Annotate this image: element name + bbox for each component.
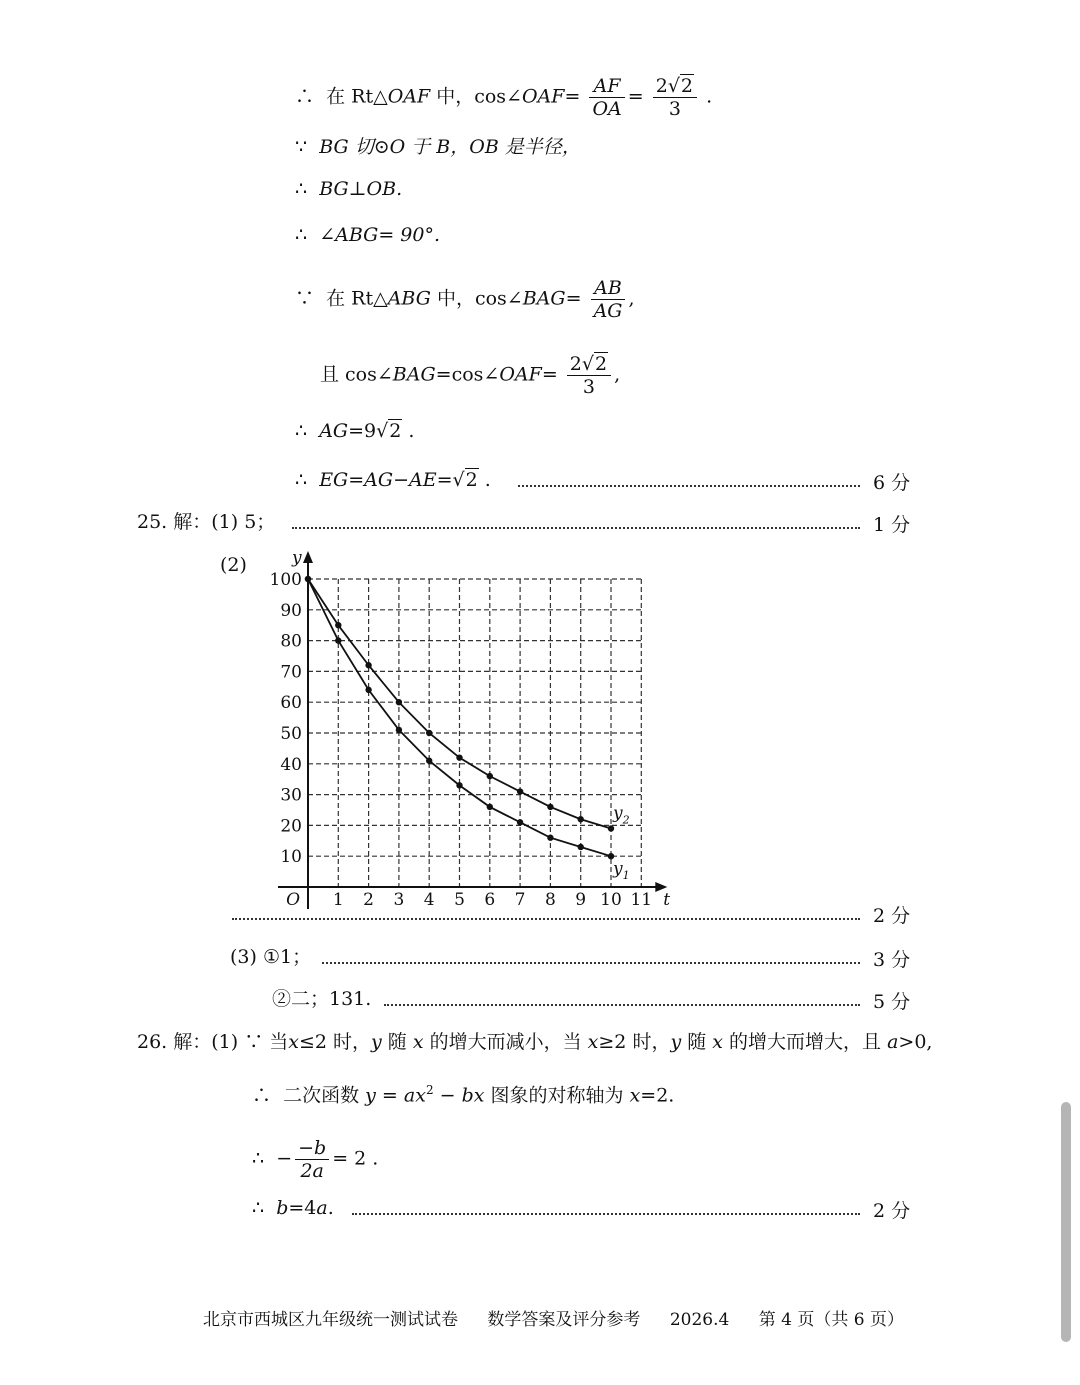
data-point-y2 [456, 754, 462, 760]
q24-line-5: ∵ 在 Rt△ABG 中，cos∠BAG= $\frac{AB}{AG}$ , [295, 277, 635, 322]
dot-leader [384, 1004, 860, 1006]
x-tick-label: 9 [575, 890, 587, 910]
data-point-y1 [305, 576, 311, 582]
data-point-y2 [396, 699, 402, 705]
origin-label: O [286, 890, 300, 910]
data-point-y1 [365, 687, 371, 693]
x-tick-label: 1 [332, 890, 344, 910]
y-tick-label: 60 [280, 693, 302, 714]
x-tick-label: 7 [514, 890, 526, 910]
score-6: 6 分 [873, 472, 911, 494]
data-point-y1 [578, 844, 584, 850]
q24-line-4: ∴ ∠ABG= 90°. [295, 224, 440, 246]
data-point-y2 [426, 730, 432, 736]
y-tick-label: 50 [280, 724, 302, 744]
data-point-y2 [578, 816, 584, 822]
data-point-y2 [335, 622, 341, 628]
x-axis-label: t [663, 890, 671, 910]
x-tick-label: 2 [363, 890, 375, 910]
footer-date: 2026.4 [669, 1310, 730, 1330]
data-point-y2 [547, 804, 553, 810]
y-tick-label: 40 [280, 754, 302, 775]
q25-part2-label: (2) [220, 554, 247, 576]
score-5: 5 分 [873, 991, 911, 1013]
data-point-y1 [487, 804, 493, 810]
q25-part3b: ②二；131. [272, 988, 372, 1010]
data-point-y1 [547, 835, 553, 841]
data-point-y1 [396, 727, 402, 733]
series-label-y1: $y_1$ [613, 859, 630, 883]
q26-line-3: ∴ − $\frac{-b}{2a}$ = 2 . [252, 1137, 379, 1182]
q24-line-2: ∵ BG 切⊙O 于 B，OB 是半径， [295, 136, 581, 158]
page-footer [203, 1305, 928, 1330]
x-tick-label: 6 [484, 890, 496, 910]
data-point-y2 [517, 788, 523, 794]
y-tick-label: 70 [280, 662, 302, 683]
fraction-2sqrt2-3-b: $\frac{2√2}{3}$ [567, 354, 611, 397]
q26-line-4: ∴ b=4a. [252, 1197, 334, 1219]
x-tick-label: 5 [454, 890, 465, 910]
score-2: 2 分 [873, 905, 911, 927]
fraction-ab-ag: $\frac{AB}{AG}$ [591, 278, 626, 321]
y-axis-arrow [303, 551, 313, 563]
footer-subject: 数学答案及评分参考 [487, 1310, 641, 1330]
data-point-y2 [487, 773, 493, 779]
score-2b: 2 分 [873, 1200, 911, 1222]
score-3: 3 分 [873, 949, 911, 971]
series-label-sub: 2 [622, 813, 630, 827]
q24-line-8: ∴ EG=AG−AE=√2 . [295, 469, 491, 491]
series-label-y2: $y_2$ [613, 803, 630, 827]
data-point-y1 [426, 758, 432, 764]
dot-leader [352, 1213, 860, 1215]
data-point-y1 [517, 819, 523, 825]
q24-line-1: ∴ 在 Rt△OAF 中，cos∠OAF= $\frac{AF}{OA}$ = $\frac{2√2}{3}$ . [295, 75, 713, 120]
y-tick-label: 10 [280, 847, 302, 868]
q24-line-7: ∴ AG=9√2 . [295, 420, 415, 442]
data-point-y1 [456, 782, 462, 788]
q25-head: 25. 解：(1) 5； [137, 511, 276, 533]
data-point-y2 [608, 825, 614, 831]
q25-part3: (3) ①1； [230, 946, 312, 968]
score-1: 1 分 [873, 514, 911, 536]
dot-leader [232, 918, 860, 920]
x-tick-label: 4 [423, 890, 435, 910]
y-axis-label: y [292, 548, 302, 568]
footer-school: 北京市西城区九年级统一测试试卷 [203, 1310, 458, 1330]
x-tick-label: 8 [544, 890, 556, 910]
footer-page: 第 4 页（共 6 页） [758, 1310, 904, 1330]
x-tick-label: 3 [393, 890, 405, 910]
data-point-y1 [335, 637, 341, 643]
x-tick-label: 11 [630, 890, 653, 910]
q26-line-1: 26. 解：(1) ∵ 当x≤2 时，y 随 x 的增大而减小，当 x≥2 时，y 随 x 的增大而增大，且 a>0, [137, 1031, 933, 1053]
y-tick-label: 90 [280, 600, 302, 621]
y-tick-label: 30 [280, 785, 302, 806]
series-label-sub: 1 [622, 869, 630, 883]
fraction-neg-b-2a: $\frac{-b}{2a}$ [295, 1138, 329, 1181]
q24-line-6: 且 cos∠BAG=cos∠OAF= $\frac{2√2}{3}$ , [320, 353, 621, 398]
y-tick-label: 20 [280, 816, 302, 837]
fraction-2sqrt2-3: $\frac{2√2}{3}$ [653, 76, 697, 119]
q26-line-2: ∴ 二次函数 $y = ax^2$ − bx 图象的对称轴为 x=2. [252, 1083, 675, 1107]
y-tick-label: 100 [269, 570, 302, 590]
x-tick-label: 10 [600, 890, 622, 910]
data-point-y2 [365, 662, 371, 668]
y-tick-label: 80 [280, 631, 302, 652]
fraction-af-oa: $\frac{AF}{OA}$ [589, 76, 624, 119]
dot-leader [322, 962, 860, 964]
scrollbar-thumb[interactable] [1061, 1102, 1071, 1342]
q24-line-3: ∴ BG⊥OB. [295, 178, 403, 200]
